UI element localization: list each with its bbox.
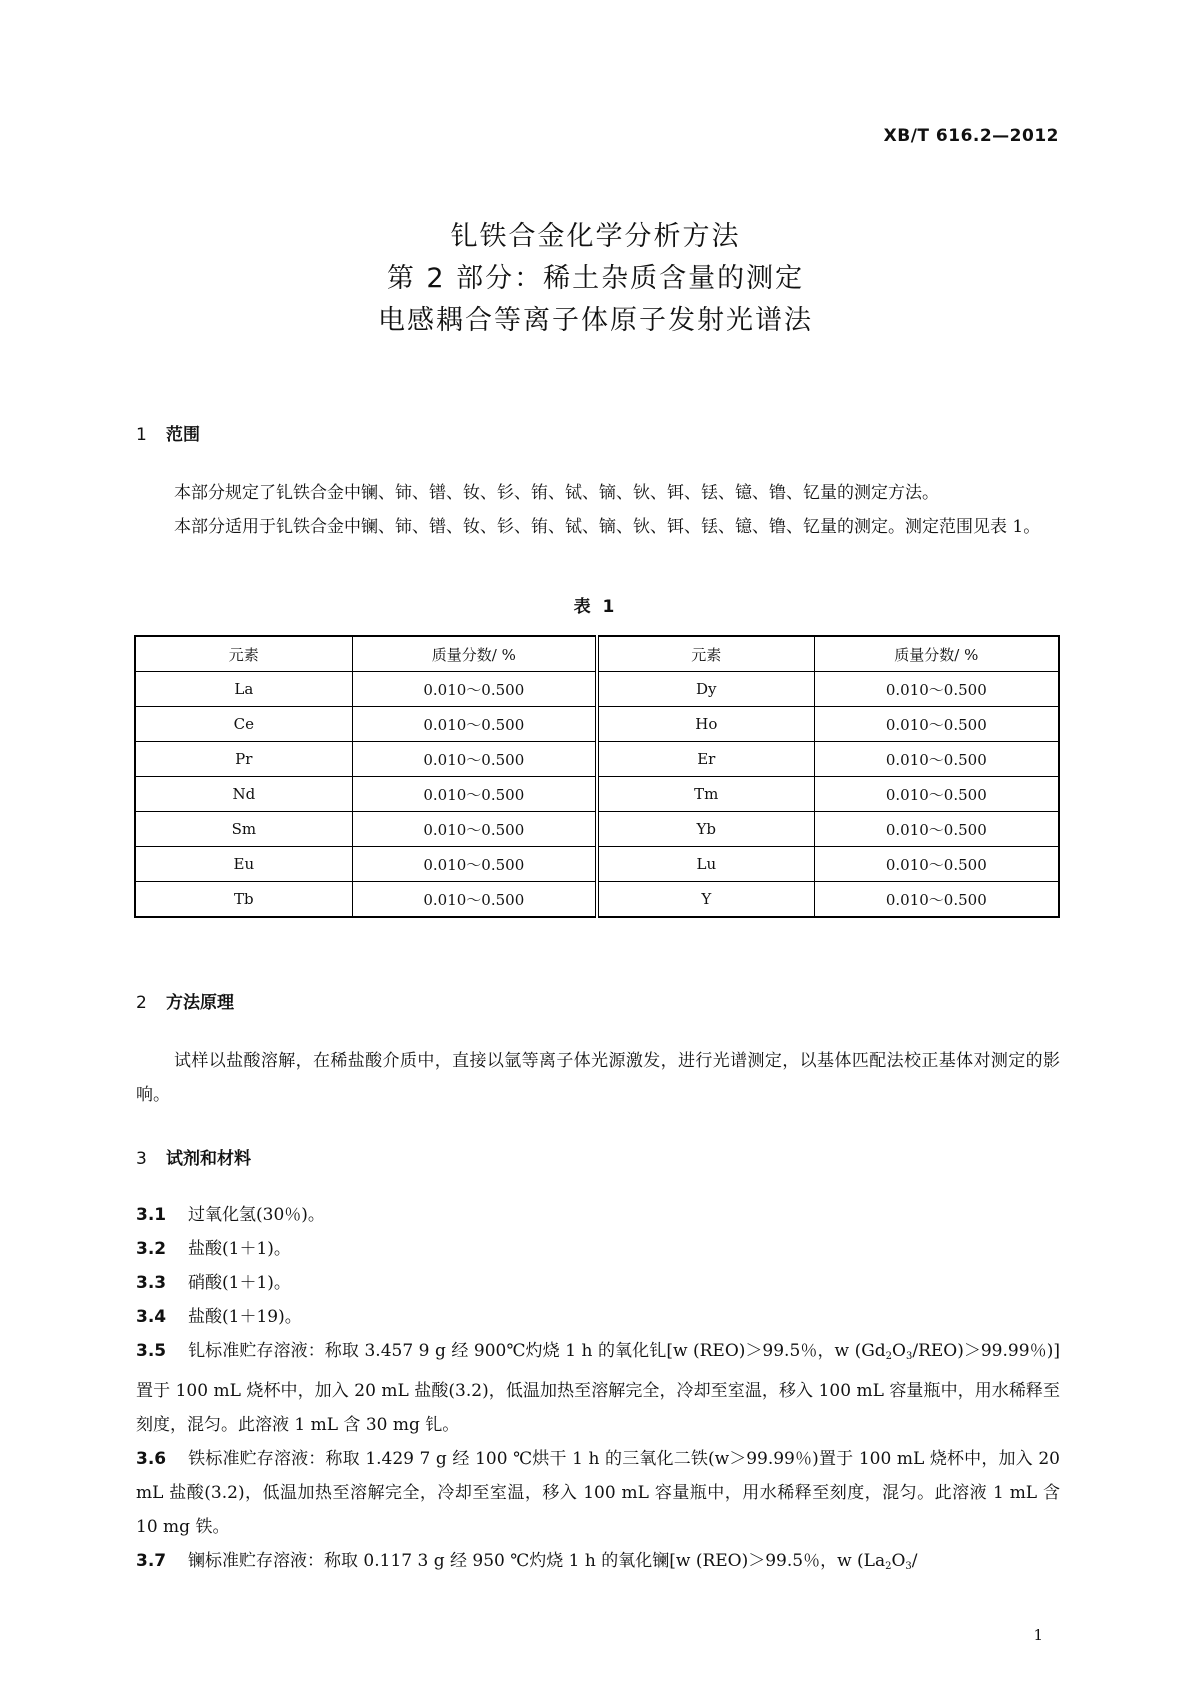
table-cell: Tb xyxy=(135,882,352,918)
table-cell: 0.010～0.500 xyxy=(814,847,1059,882)
item-number: 3.2 xyxy=(136,1239,167,1259)
item-text: 盐酸(1＋1)。 xyxy=(188,1239,291,1259)
table-cell: 0.010～0.500 xyxy=(352,882,597,918)
item-text: O xyxy=(892,1341,906,1361)
item-number: 3.6 xyxy=(136,1449,167,1469)
section-3-heading xyxy=(136,1144,251,1169)
table-header-cell: 质量分数/ % xyxy=(814,636,1059,672)
table-1 xyxy=(134,635,1060,918)
table-cell: Er xyxy=(597,742,814,777)
section-3-items xyxy=(136,1198,1060,1584)
item-number: 3.7 xyxy=(136,1551,167,1571)
table-header-row xyxy=(135,636,1059,672)
table-cell: 0.010～0.500 xyxy=(814,812,1059,847)
page-number: 1 xyxy=(1033,1626,1043,1644)
table-cell: Tm xyxy=(597,777,814,812)
item-text: O xyxy=(891,1551,906,1571)
section-1-number: 1 xyxy=(136,425,147,445)
table-cell: Pr xyxy=(135,742,352,777)
table-1-caption: 表 1 xyxy=(573,597,618,617)
table-cell: Sm xyxy=(135,812,352,847)
table-cell: 0.010～0.500 xyxy=(352,847,597,882)
item-number: 3.1 xyxy=(136,1205,167,1225)
item-number: 3.5 xyxy=(136,1341,167,1361)
item-number: 3.4 xyxy=(136,1307,167,1327)
table-cell: 0.010～0.500 xyxy=(814,672,1059,707)
table-cell: Lu xyxy=(597,847,814,882)
section-1-paragraph-1: 本部分规定了钆铁合金中镧、铈、镨、钕、钐、铕、铽、镝、钬、铒、铥、镱、镥、钇量的测定方法。 xyxy=(174,483,939,503)
list-item-3-7 xyxy=(136,1544,1060,1584)
section-1-paragraph-2: 本部分适用于钆铁合金中镧、铈、镨、钕、钐、铕、铽、镝、钬、铒、铥、镱、镥、钇量的测定。测定范围见表 1。 xyxy=(174,517,1041,537)
item-text: / xyxy=(911,1551,918,1571)
table-cell: Ce xyxy=(135,707,352,742)
table-cell: Dy xyxy=(597,672,814,707)
subscript: 3 xyxy=(905,1351,913,1362)
section-3-title: 试剂和材料 xyxy=(166,1149,251,1169)
title-line-3: 电感耦合等离子体原子发射光谱法 xyxy=(378,305,813,336)
title-line-1: 钆铁合金化学分析方法 xyxy=(450,221,741,252)
section-3-number: 3 xyxy=(136,1149,147,1169)
table-cell: 0.010～0.500 xyxy=(814,882,1059,918)
table-row xyxy=(135,672,1059,707)
table-cell: 0.010～0.500 xyxy=(814,742,1059,777)
table-cell: 0.010～0.500 xyxy=(352,812,597,847)
section-2-title: 方法原理 xyxy=(166,993,234,1013)
table-cell: 0.010～0.500 xyxy=(352,672,597,707)
table-cell: Ho xyxy=(597,707,814,742)
item-number: 3.3 xyxy=(136,1273,167,1293)
item-text: /REO)＞99.99％)]置于 100 mL 烧杯中，加入 20 mL 盐酸(3.2)，低温加热至溶解完全，冷却至室温，移入 100 mL 容量瓶中，用水稀释至刻度，混匀。此溶液 1 mL 含 30 mg 钆。 xyxy=(136,1341,1060,1435)
list-item-3-6 xyxy=(136,1442,1060,1544)
list-item-3-5 xyxy=(136,1334,1060,1442)
table-cell: 0.010～0.500 xyxy=(814,777,1059,812)
item-text: 钆标准贮存溶液：称取 3.457 9 g 经 900℃灼烧 1 h 的氧化钆[w (REO)＞99.5％，w (Gd xyxy=(188,1341,886,1361)
list-item-3-1 xyxy=(136,1198,1060,1232)
table-cell: Y xyxy=(597,882,814,918)
table-cell: Yb xyxy=(597,812,814,847)
table-cell: Nd xyxy=(135,777,352,812)
table-header-cell: 质量分数/ % xyxy=(352,636,597,672)
item-text: 铁标准贮存溶液：称取 1.429 7 g 经 100 ℃烘干 1 h 的三氧化二铁(w＞99.99％)置于 100 mL 烧杯中，加入 20 mL 盐酸(3.2)，低温加热至溶解完全，冷却至室温，移入 100 mL 容量瓶中，用水稀释至刻度，混匀。此溶液 1 mL 含 10 mg 铁。 xyxy=(136,1449,1060,1537)
table-cell: 0.010～0.500 xyxy=(814,707,1059,742)
table-cell: Eu xyxy=(135,847,352,882)
table-cell: La xyxy=(135,672,352,707)
list-item-3-4 xyxy=(136,1300,1060,1334)
section-1-title: 范围 xyxy=(166,425,200,445)
item-text: 硝酸(1＋1)。 xyxy=(188,1273,291,1293)
table-header-cell: 元素 xyxy=(597,636,814,672)
section-2-paragraph: 试样以盐酸溶解，在稀盐酸介质中，直接以氩等离子体光源激发，进行光谱测定，以基体匹配法校正基体对测定的影响。 xyxy=(136,1051,1060,1105)
item-text: 镧标准贮存溶液：称取 0.117 3 g 经 950 ℃灼烧 1 h 的氧化镧[w (REO)＞99.5％，w (La xyxy=(188,1551,886,1571)
section-2-heading xyxy=(136,988,234,1013)
standard-code: XB/T 616.2—2012 xyxy=(883,126,1059,146)
section-1-heading xyxy=(136,420,200,445)
table-header-cell: 元素 xyxy=(135,636,352,672)
section-2-number: 2 xyxy=(136,993,147,1013)
table-row xyxy=(135,707,1059,742)
table-cell: 0.010～0.500 xyxy=(352,707,597,742)
subscript: 2 xyxy=(885,1561,892,1572)
subscript: 3 xyxy=(905,1561,912,1572)
item-text: 过氧化氢(30％)。 xyxy=(188,1205,325,1225)
table-row xyxy=(135,812,1059,847)
table-cell: 0.010～0.500 xyxy=(352,742,597,777)
list-item-3-2 xyxy=(136,1232,1060,1266)
title-line-2: 第 2 部分：稀土杂质含量的测定 xyxy=(386,263,805,294)
table-row xyxy=(135,882,1059,918)
table-row xyxy=(135,847,1059,882)
subscript: 2 xyxy=(885,1351,893,1362)
table-row xyxy=(135,742,1059,777)
item-text: 盐酸(1＋19)。 xyxy=(188,1307,302,1327)
list-item-3-3 xyxy=(136,1266,1060,1300)
table-row xyxy=(135,777,1059,812)
table-cell: 0.010～0.500 xyxy=(352,777,597,812)
